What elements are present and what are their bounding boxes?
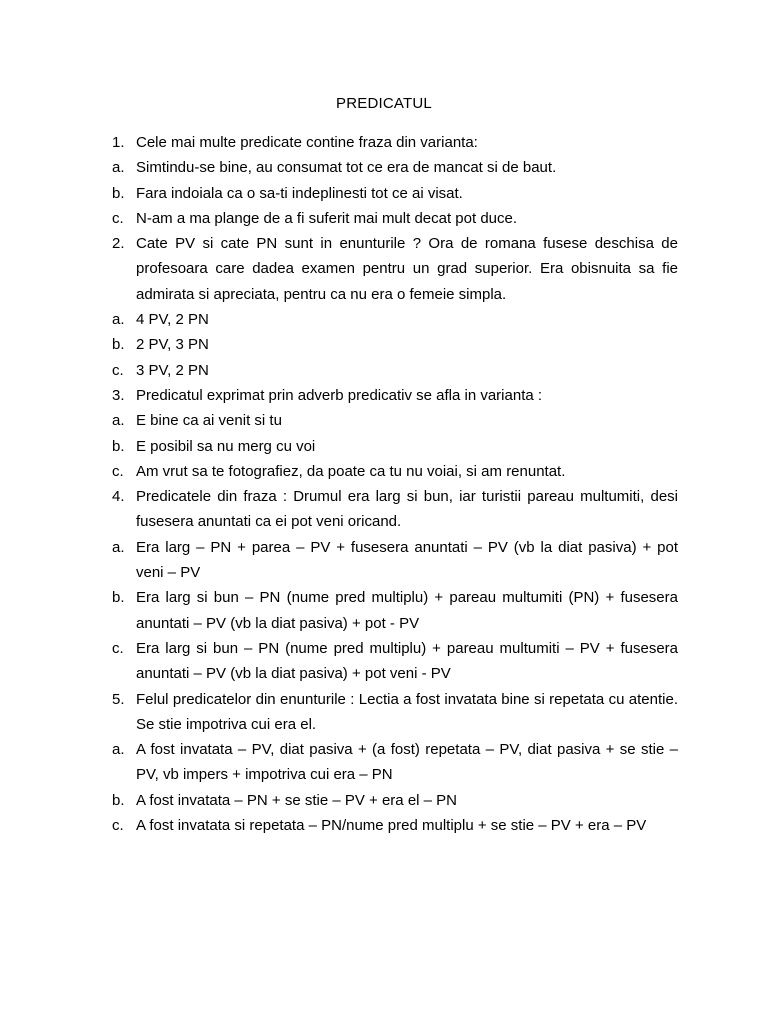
answer-option xyxy=(112,788,678,813)
item-text: N-am a ma plange de a fi suferit mai mult decat pot duce. xyxy=(136,209,518,227)
answer-option xyxy=(112,459,678,484)
item-marker: c. xyxy=(112,639,124,657)
answer-option xyxy=(112,307,678,332)
item-marker: 3. xyxy=(112,386,125,404)
item-marker: b. xyxy=(112,336,125,354)
answer-option xyxy=(112,332,678,357)
item-text: Fara indoiala ca o sa-ti indeplinesti tot ce ai visat. xyxy=(136,184,463,202)
answer-option xyxy=(112,408,678,433)
answer-option xyxy=(112,358,678,383)
answer-option xyxy=(112,535,678,586)
item-marker: 2. xyxy=(112,235,125,253)
answer-option xyxy=(112,636,678,687)
item-marker: c. xyxy=(112,817,124,835)
answer-option xyxy=(112,155,678,180)
item-marker: 4. xyxy=(112,488,125,506)
item-text: Simtindu-se bine, au consumat tot ce era de mancat si de baut. xyxy=(136,159,557,177)
item-text: E posibil sa nu merg cu voi xyxy=(136,437,316,455)
answer-option xyxy=(112,737,678,788)
item-marker: a. xyxy=(112,412,125,430)
question-item xyxy=(112,687,678,738)
question-item xyxy=(112,231,678,307)
item-text: E bine ca ai venit si tu xyxy=(136,412,282,430)
item-text: 2 PV, 3 PN xyxy=(136,336,209,354)
page-title: PREDICATUL xyxy=(336,95,432,112)
question-item xyxy=(112,383,678,408)
item-text: Am vrut sa te fotografiez, da poate ca tu nu voiai, si am renuntat. xyxy=(136,462,566,480)
item-marker: a. xyxy=(112,311,125,329)
question-item xyxy=(112,130,678,155)
item-text: 4 PV, 2 PN xyxy=(136,311,209,329)
item-marker: b. xyxy=(112,184,125,202)
item-marker: b. xyxy=(112,437,125,455)
item-marker: b. xyxy=(112,589,125,607)
item-marker: 1. xyxy=(112,134,125,151)
item-text: Cele mai multe predicate contine fraza din varianta: xyxy=(136,134,478,151)
item-text: Era larg si bun – PN (nume pred multiplu) + pareau multumiti (PN) + fusesera anuntati – PV (vb la diat pasiva) + pot - PV xyxy=(136,589,678,632)
item-marker: a. xyxy=(112,538,125,556)
item-marker: a. xyxy=(112,159,125,177)
question-list xyxy=(112,130,678,838)
item-text: Predicatul exprimat prin adverb predicativ se afla in varianta : xyxy=(136,386,543,404)
item-marker: c. xyxy=(112,209,124,227)
answer-option xyxy=(112,813,678,838)
answer-option xyxy=(112,434,678,459)
item-marker: b. xyxy=(112,791,125,809)
question-item xyxy=(112,484,678,535)
item-text: A fost invatata – PN + se stie – PV + era el – PN xyxy=(136,791,458,809)
item-marker: a. xyxy=(112,741,125,759)
item-text: Era larg si bun – PN (nume pred multiplu) + pareau multumiti – PV + fusesera anuntati – PV (vb la diat pasiva) + pot veni - PV xyxy=(136,639,678,683)
item-text: A fost invatata – PV, diat pasiva + (a fost) repetata – PV, diat pasiva + se stie – PV, vb impers + impotriva cui era – PN xyxy=(136,741,678,784)
item-text: Felul predicatelor din enunturile : Lectia a fost invatata bine si repetata cu atentie. Se stie impotriva cui era el. xyxy=(136,690,678,733)
answer-option xyxy=(112,206,678,231)
answer-option xyxy=(112,585,678,636)
item-text: Cate PV si cate PN sunt in enunturile ? Ora de romana fusese deschisa de profesoara care dadea examen pentru un grad superior. Era obisnuita sa fie admirata si apreciata, pentru ca nu era o femeie simpla. xyxy=(136,235,678,303)
item-text: Predicatele din fraza : Drumul era larg si bun, iar turistii pareau multumiti, desi fusesera anuntati ca ei pot veni oricand. xyxy=(136,488,678,531)
item-marker: c. xyxy=(112,462,124,480)
answer-option xyxy=(112,181,678,206)
item-text: A fost invatata si repetata – PN/nume pred multiplu + se stie – PV + era – PV xyxy=(136,817,647,835)
item-text: Era larg – PN + parea – PV + fusesera anuntati – PV (vb la diat pasiva) + pot veni – PV xyxy=(136,538,678,582)
item-text: 3 PV, 2 PN xyxy=(136,361,209,379)
item-marker: c. xyxy=(112,361,124,379)
item-marker: 5. xyxy=(112,690,125,708)
